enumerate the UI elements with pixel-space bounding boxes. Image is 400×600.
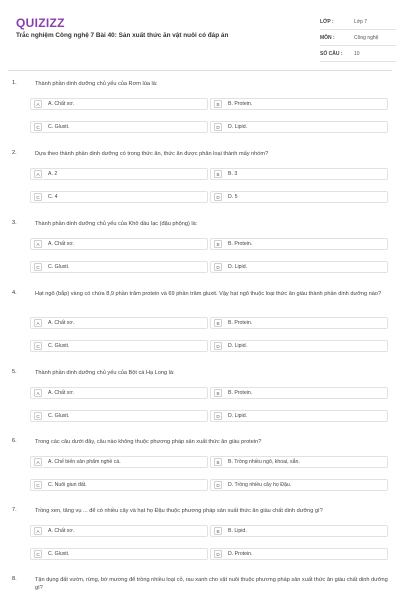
option-a[interactable] [30, 456, 208, 468]
option-letter: C [34, 193, 42, 201]
page-title: Trắc nghiệm Công nghệ 7 Bài 40: Sản xuất thức ăn vật nuôi có đáp án [16, 32, 229, 39]
option-a[interactable] [30, 238, 208, 250]
header-divider [8, 70, 392, 71]
option-letter: A [34, 319, 42, 327]
question-number: 6. [12, 438, 17, 444]
option-text: C. 4 [48, 194, 58, 200]
option-text: C. Gluxit. [48, 343, 70, 349]
option-letter: C [34, 412, 42, 420]
option-text: A. 2 [48, 171, 58, 177]
option-text: C. Gluxit. [48, 124, 70, 130]
question-text: Trong các câu dưới đây, câu nào không thuộc phương pháp sản xuất thức ăn giàu protein? [35, 439, 262, 445]
option-letter: A [34, 240, 42, 248]
question-text: Thành phần dinh dưỡng chủ yếu của Rơm lúa là: [35, 81, 158, 87]
question-number: 8. [12, 576, 17, 582]
option-letter: B [214, 100, 222, 108]
option-letter: B [214, 458, 222, 466]
option-text: D. 5 [228, 194, 238, 200]
option-d[interactable] [210, 410, 388, 422]
option-a[interactable] [30, 387, 208, 399]
meta-label: MÔN : [320, 34, 335, 41]
option-text: B. Protein. [228, 390, 253, 396]
question-3 [8, 220, 392, 276]
option-b[interactable] [210, 238, 388, 250]
question-1 [8, 80, 392, 136]
option-text: D. Lipid. [228, 124, 248, 130]
option-letter: B [214, 389, 222, 397]
option-text: B. Protein. [228, 101, 253, 107]
meta-info [320, 14, 396, 62]
question-number: 5. [12, 369, 17, 375]
option-c[interactable] [30, 479, 208, 491]
option-letter: B [214, 527, 222, 535]
option-text: A. Chất xơ. [48, 528, 75, 534]
option-text: B. Protein. [228, 320, 253, 326]
option-text: C. Nuôi giun đất. [48, 482, 87, 488]
question-text: Dựa theo thành phần dinh dưỡng có trong thức ăn, thức ăn được phân loại thành mấy nhóm? [35, 151, 269, 157]
option-letter: B [214, 240, 222, 248]
option-d[interactable] [210, 191, 388, 203]
question-number: 7. [12, 507, 17, 513]
option-c[interactable] [30, 548, 208, 560]
option-d[interactable] [210, 479, 388, 491]
question-7 [8, 507, 392, 563]
question-text: Hạt ngô (bắp) vàng có chứa 8,9 phần trăm protein và 69 phần trăm gluxit. Vậy hạt ngô thuộc loại thức ăn giàu thành phần dinh dưỡng nào? [35, 291, 382, 297]
question-number: 3. [12, 220, 17, 226]
option-c[interactable] [30, 261, 208, 273]
option-letter: A [34, 100, 42, 108]
question-text: Thành phần dinh dưỡng chủ yếu của Khô dầu lạc (đậu phộng) là: [35, 221, 198, 227]
question-2 [8, 150, 392, 206]
document-header [8, 8, 392, 68]
option-text: A. Chất xơ. [48, 101, 75, 107]
option-letter: B [214, 170, 222, 178]
quizizz-logo: QUIZIZZ [16, 16, 65, 30]
question-text: Trồng xen, tăng vụ ... để có nhiều cây và hạt họ Đậu thuộc phương pháp sản xuất thức ăn giàu chất dinh dưỡng gì? [35, 508, 323, 514]
question-text: Tận dụng đất vườn, rừng, bờ mương để trồng nhiều loại cỏ, rau xanh cho vật nuôi thuộc phương pháp sản xuất thức ăn giàu chất dinh dưỡng gì? [35, 577, 388, 591]
option-a[interactable] [30, 168, 208, 180]
option-a[interactable] [30, 98, 208, 110]
option-text: B. Lipid. [228, 528, 247, 534]
option-c[interactable] [30, 191, 208, 203]
option-letter: C [34, 263, 42, 271]
option-letter: D [214, 481, 222, 489]
option-letter: C [34, 123, 42, 131]
option-text: A. Chất xơ. [48, 320, 75, 326]
option-b[interactable] [210, 168, 388, 180]
question-6 [8, 438, 392, 494]
option-c[interactable] [30, 121, 208, 133]
option-letter: A [34, 527, 42, 535]
option-text: D. Lipid. [228, 264, 248, 270]
option-b[interactable] [210, 525, 388, 537]
option-text: A. Chất xơ. [48, 390, 75, 396]
question-5 [8, 369, 392, 425]
option-letter: C [34, 342, 42, 350]
option-letter: D [214, 342, 222, 350]
meta-row-subject [320, 30, 396, 46]
option-letter: A [34, 389, 42, 397]
option-letter: C [34, 550, 42, 558]
option-b[interactable] [210, 98, 388, 110]
question-number: 1. [12, 80, 17, 86]
question-number: 4. [12, 290, 17, 296]
meta-value: 10 [354, 50, 360, 57]
option-d[interactable] [210, 261, 388, 273]
option-c[interactable] [30, 410, 208, 422]
meta-label: LỚP : [320, 18, 334, 25]
option-text: D. Lipid. [228, 413, 248, 419]
option-letter: D [214, 412, 222, 420]
option-b[interactable] [210, 387, 388, 399]
option-text: A. Chất xơ. [48, 241, 75, 247]
option-a[interactable] [30, 317, 208, 329]
option-letter: D [214, 263, 222, 271]
option-text: C. Gluxit. [48, 551, 70, 557]
meta-label: SỐ CÂU : [320, 50, 343, 57]
question-8 [8, 576, 392, 598]
option-d[interactable] [210, 121, 388, 133]
option-c[interactable] [30, 340, 208, 352]
meta-row-class [320, 14, 396, 30]
option-letter: B [214, 319, 222, 327]
option-text: B. 3 [228, 171, 238, 177]
meta-value: Lớp 7 [354, 18, 368, 25]
option-letter: D [214, 193, 222, 201]
option-letter: D [214, 123, 222, 131]
meta-row-count [320, 46, 396, 62]
option-text: D. Protein. [228, 551, 253, 557]
option-text: B. Trồng nhiều ngô, khoai, sắn. [228, 459, 300, 465]
option-text: B. Protein. [228, 241, 253, 247]
option-b[interactable] [210, 456, 388, 468]
option-letter: D [214, 550, 222, 558]
option-text: A. Chế biến sản phẩm nghề cá. [48, 459, 121, 465]
question-4 [8, 290, 392, 356]
option-b[interactable] [210, 317, 388, 329]
option-letter: A [34, 170, 42, 178]
meta-value: Công nghệ [354, 34, 379, 41]
option-a[interactable] [30, 525, 208, 537]
option-text: C. Gluxit. [48, 413, 70, 419]
option-text: D. Lipid. [228, 343, 248, 349]
option-d[interactable] [210, 340, 388, 352]
option-letter: C [34, 481, 42, 489]
option-text: D. Trồng nhiều cây họ Đậu. [228, 482, 292, 488]
option-d[interactable] [210, 548, 388, 560]
question-text: Thành phần dinh dưỡng chủ yếu của Bột cá Hạ Long là: [35, 370, 175, 376]
option-letter: A [34, 458, 42, 466]
option-text: C. Gluxit. [48, 264, 70, 270]
question-number: 2. [12, 150, 17, 156]
